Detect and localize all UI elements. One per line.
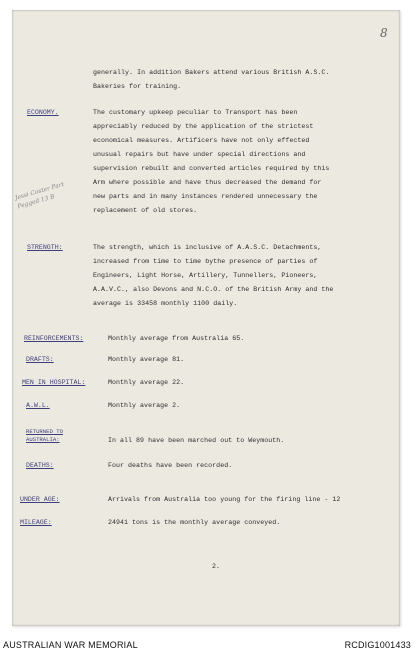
document-page <box>12 10 400 626</box>
strength-line-3: Engineers, Light Horse, Artillery, Tunnellers, Pioneers, <box>93 272 318 279</box>
mileage-line: 24941 tons is the monthly average conveyed. <box>108 519 281 526</box>
pencil-margin-note: Jessi Coster Part Pegged 13 B <box>14 181 65 211</box>
under-age-line: Arrivals from Australia too young for the firing line - 12 <box>108 496 341 503</box>
awl-line: Monthly average 2. <box>108 402 181 409</box>
heading-deaths: DEATHS: <box>26 462 54 469</box>
economy-line-3: economical measures. Artificers have not only effected <box>93 137 310 144</box>
heading-returned-to-australia: RETURNED TO AUSTRALIA: <box>26 428 63 443</box>
economy-line-5: supervision rebuilt and converted articles required by this <box>93 165 330 172</box>
heading-men-in-hospital: MEN IN HOSPITAL: <box>22 379 86 386</box>
footer-archive-name: AUSTRALIAN WAR MEMORIAL <box>3 640 138 650</box>
continuation-line-2: Bakeries for training. <box>93 83 182 90</box>
economy-line-2: appreciably reduced by the application of the strictest <box>93 123 314 130</box>
strength-line-5: average is 33458 monthly 1100 daily. <box>93 300 238 307</box>
drafts-line: Monthly average 81. <box>108 356 185 363</box>
strength-line-1: The strength, which is inclusive of A.A.S.C. Detachments, <box>93 244 322 251</box>
heading-economy: ECONOMY. <box>27 109 59 116</box>
continuation-line-1: generally. In addition Bakers attend various British A.S.C. <box>93 69 330 76</box>
men-in-hospital-line: Monthly average 22. <box>108 379 185 386</box>
heading-drafts: DRAFTS: <box>26 356 54 363</box>
heading-under-age: UNDER AGE: <box>20 496 60 503</box>
deaths-line: Four deaths have been recorded. <box>108 462 233 469</box>
typed-page-number: 2. <box>212 563 221 570</box>
heading-awl: A.W.L. <box>26 402 50 409</box>
heading-mileage: MILEAGE: <box>20 519 52 526</box>
economy-line-8: replacement of old stores. <box>93 207 198 214</box>
economy-line-6: Arm where possible and have thus decreased the demand for <box>93 179 322 186</box>
economy-line-4: unusual repairs but have under special directions and <box>93 151 306 158</box>
heading-reinforcements: REINFORCEMENTS: <box>24 335 84 342</box>
economy-line-7: new parts and in many instances rendered unnecessary the <box>93 193 318 200</box>
reinforcements-line: Monthly average from Australia 65. <box>108 335 245 342</box>
economy-line-1: The customary upkeep peculiar to Transport has been <box>93 109 298 116</box>
returned-to-australia-line: In all 89 have been marched out to Weymouth. <box>108 437 285 444</box>
footer-archive-id: RCDIG1001433 <box>344 640 411 650</box>
strength-line-4: A.A.V.C., also Devons and N.C.O. of the British Army and the <box>93 286 334 293</box>
strength-line-2: increased from time to time bythe presence of parties of <box>93 258 318 265</box>
handwritten-page-number: 8 <box>380 26 388 40</box>
heading-strength: STRENGTH: <box>27 244 63 251</box>
